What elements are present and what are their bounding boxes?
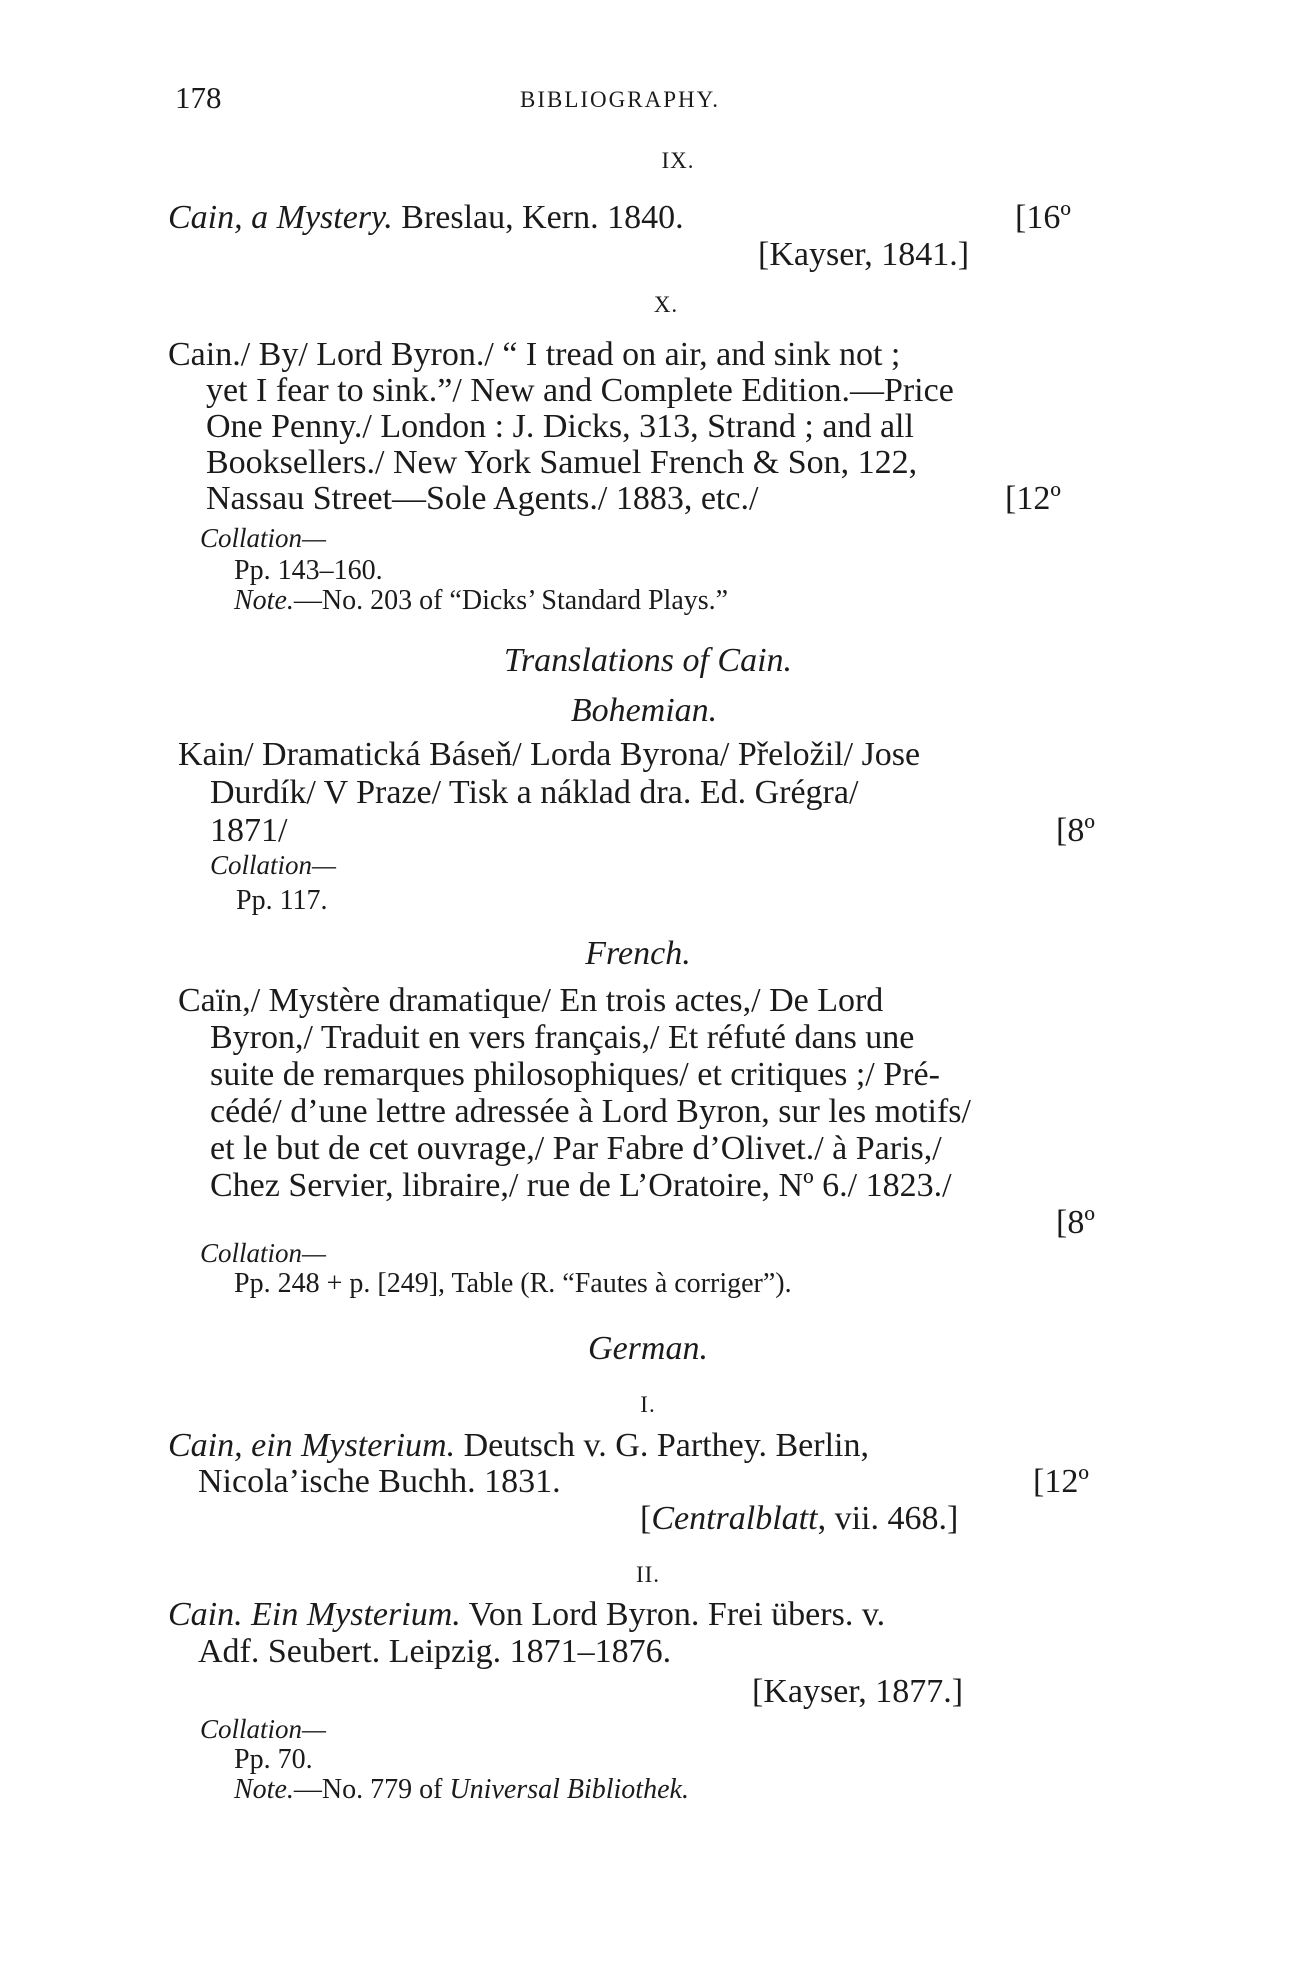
entry-x-pages: Pp. 143–160. <box>234 555 383 586</box>
entry-ix-title: Cain, a Mystery. <box>168 199 393 236</box>
german-entry-1-imprint: Deutsch v. G. Parthey. Berlin, <box>455 1427 869 1464</box>
entry-x-line: Nassau Street—Sole Agents./ 1883, etc./ <box>206 480 759 517</box>
entry-x-format: [12º <box>1005 480 1061 517</box>
french-line: cédé/ d’une lettre adressée à Lord Byron, sur les motifs/ <box>210 1093 971 1130</box>
german-entry-2-collation-label: Collation— <box>200 1714 327 1744</box>
entry-x-line: yet I fear to sink.”/ New and Complete Edition.—Price <box>206 372 954 409</box>
entry-x-line: One Penny./ London : J. Dicks, 313, Strand ; and all <box>206 408 914 445</box>
bohemian-collation-label: Collation— <box>210 850 337 880</box>
entry-ix-imprint: Breslau, Kern. 1840. <box>392 199 684 236</box>
running-title: BIBLIOGRAPHY. <box>520 87 721 112</box>
german-entry-2-title: Cain. Ein Mysterium. <box>168 1596 461 1633</box>
french-line: suite de remarques philosophiques/ et critiques ;/ Pré- <box>210 1056 940 1093</box>
german-entry-2-source: [Kayser, 1877.] <box>752 1673 964 1710</box>
french-line: Caïn,/ Mystère dramatique/ En trois actes,/ De Lord <box>178 982 884 1019</box>
german-entry-1-source-journal: Centralblatt <box>651 1500 818 1537</box>
german-entry-1-title: Cain, ein Mysterium. <box>168 1427 456 1464</box>
translations-heading: Translations of Cain. <box>503 642 793 679</box>
french-format: [8º <box>1056 1204 1095 1241</box>
french-pages: Pp. 248 + p. [249], Table (R. “Fautes à corriger”). <box>234 1268 792 1299</box>
entry-x-note <box>234 585 728 617</box>
german-entry-2-note-label: Note. <box>234 1774 294 1805</box>
german-entry-1-numeral: I. <box>640 1392 656 1417</box>
german-entry-2-line2: Adf. Seubert. Leipzig. 1871–1876. <box>198 1633 672 1670</box>
entry-ix-citation <box>168 197 684 239</box>
french-collation-label: Collation— <box>200 1238 327 1268</box>
bohemian-pages: Pp. 117. <box>236 885 328 916</box>
german-entry-1-line2: Nicola’ische Buchh. 1831. <box>198 1463 561 1500</box>
entry-x-note-text: —No. 203 of “Dicks’ Standard Plays.” <box>293 585 729 616</box>
page-number: 178 <box>175 80 222 115</box>
bohemian-line: Kain/ Dramatická Báseň/ Lorda Byrona/ Přeložil/ Jose <box>178 736 921 773</box>
german-entry-1-format: [12º <box>1033 1463 1089 1500</box>
german-entry-2-line <box>168 1594 885 1636</box>
german-entry-2-imprint: Von Lord Byron. Frei übers. v. <box>460 1596 886 1633</box>
german-entry-2-note <box>234 1774 689 1806</box>
bohemian-line: 1871/ <box>210 812 288 849</box>
bohemian-line: Durdík/ V Praze/ Tisk a náklad dra. Ed. Grégra/ <box>210 774 859 811</box>
german-heading: German. <box>588 1330 708 1367</box>
german-entry-1-source: [Centralblatt, vii. 468.] <box>640 1500 959 1537</box>
bohemian-heading: Bohemian. <box>570 692 718 729</box>
entry-x-line: Booksellers./ New York Samuel French & Son, 122, <box>206 444 918 481</box>
german-entry-2-numeral: II. <box>635 1562 661 1587</box>
entry-ix-format: [16º <box>1015 199 1071 236</box>
german-entry-2-note-series: Universal Bibliothek. <box>449 1774 689 1805</box>
french-line: Chez Servier, libraire,/ rue de L’Oratoire, Nº 6./ 1823./ <box>210 1167 952 1204</box>
french-line: Byron,/ Traduit en vers français,/ Et réfuté dans une <box>210 1019 915 1056</box>
entry-ix-source: [Kayser, 1841.] <box>758 236 970 273</box>
bohemian-format: [8º <box>1056 812 1095 849</box>
german-entry-1-source-ref: , vii. 468.] <box>817 1500 959 1537</box>
entry-x-line: Cain./ By/ Lord Byron./ “ I tread on air, and sink not ; <box>168 336 901 373</box>
french-line: et le but de cet ouvrage,/ Par Fabre d’Olivet./ à Paris,/ <box>210 1130 942 1167</box>
german-entry-2-pages: Pp. 70. <box>234 1744 313 1775</box>
entry-x-collation-label: Collation— <box>200 523 327 553</box>
entry-ix-numeral: IX. <box>661 148 695 173</box>
entry-x-note-label: Note. <box>234 585 294 616</box>
entry-x-numeral: X. <box>653 292 679 317</box>
french-heading: French. <box>585 935 691 972</box>
german-entry-2-note-text: —No. 779 of <box>293 1774 450 1805</box>
